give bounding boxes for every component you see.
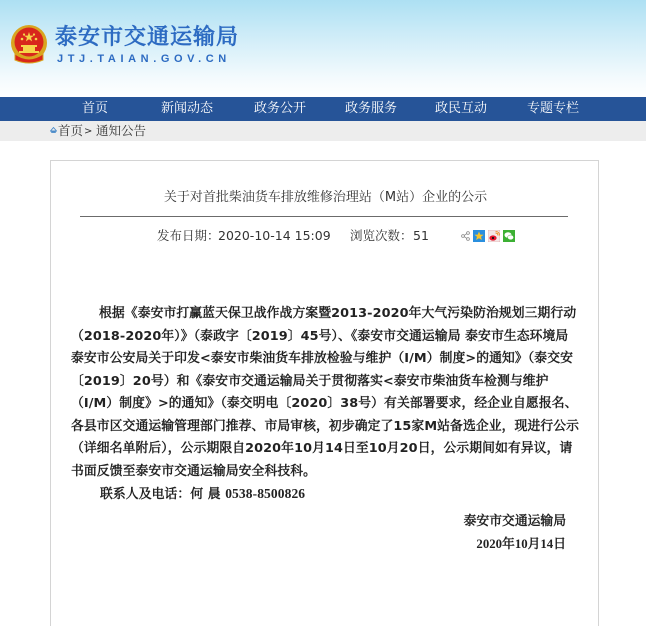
breadcrumb-home-link[interactable]: 首页 [58, 123, 84, 138]
publish-date-label: 发布日期： [157, 228, 220, 243]
signoff-organization: 泰安市交通运输局 [463, 514, 566, 529]
contact-label: 联系人及电话： [100, 487, 191, 502]
article-body [71, 303, 581, 507]
share-bar [461, 229, 515, 243]
main-nav [0, 97, 646, 121]
signoff [464, 511, 566, 555]
site-title[interactable]: 泰安市交通运输局 [55, 25, 240, 50]
weibo-icon[interactable] [488, 230, 500, 242]
national-emblem-icon [9, 24, 49, 66]
wechat-icon[interactable] [503, 230, 515, 242]
article-panel [50, 160, 599, 626]
site-header [0, 0, 646, 97]
nav-item-government-services[interactable]: 政务服务 [345, 101, 398, 116]
nav-item-special-topics[interactable]: 专题专栏 [527, 101, 580, 116]
nav-item-news[interactable]: 新闻动态 [161, 101, 214, 116]
contact-phone: 0538-8500826 [225, 486, 306, 501]
views-label: 浏览次数： [350, 228, 413, 243]
breadcrumb-current[interactable]: 通知公告 [96, 123, 147, 138]
breadcrumb [0, 121, 646, 141]
home-icon [50, 127, 57, 134]
title-divider [80, 216, 568, 217]
nav-item-home[interactable]: 首页 [82, 101, 109, 116]
article-title: 关于对首批柴油货车排放维修治理站（M站）企业的公示 [163, 190, 488, 205]
publish-date: 2020-10-14 15:09 [218, 228, 331, 243]
site-domain: JTJ.TAIAN.GOV.CN [57, 53, 231, 65]
views-count: 51 [413, 228, 429, 243]
breadcrumb-separator: > [84, 126, 93, 137]
share-icon[interactable] [461, 230, 470, 242]
nav-item-government-affairs[interactable]: 政务公开 [254, 101, 307, 116]
signoff-date: 2020年10月14日 [476, 537, 566, 551]
contact-line [71, 483, 581, 507]
nav-item-public-interaction[interactable]: 政民互动 [435, 101, 488, 116]
contact-name: 何 晨 [190, 487, 221, 502]
article-paragraph: 根据《泰安市打赢蓝天保卫战作战方案暨2013-2020年大气污染防治规划三期行动（2018-2020年）》（泰政字〔2019〕45号）、《泰安市交通运输局 泰安市生态环境局 泰安市公安局关于印发<泰安市柴油货车排放检验与维护（I/M）制度>的通知》（泰交安〔2019〕20号）和《泰安市交通运输局关于贯彻落实<泰安市柴油货车检测与维护（I/M）制度》>的通知》（泰交明电〔2020〕38号）有关部署要求，经企业自愿报名、各县市区交通运输管理部门推荐、市局审核，初步确定了15家M站备选企业，现进行公示（详细名单附后），公示期限自2020年10月14日至10月20日，公示期间如有异议，请书面反馈至泰安市交通运输局安全科技科。 [71, 306, 580, 479]
favorite-star-icon[interactable] [473, 230, 485, 242]
